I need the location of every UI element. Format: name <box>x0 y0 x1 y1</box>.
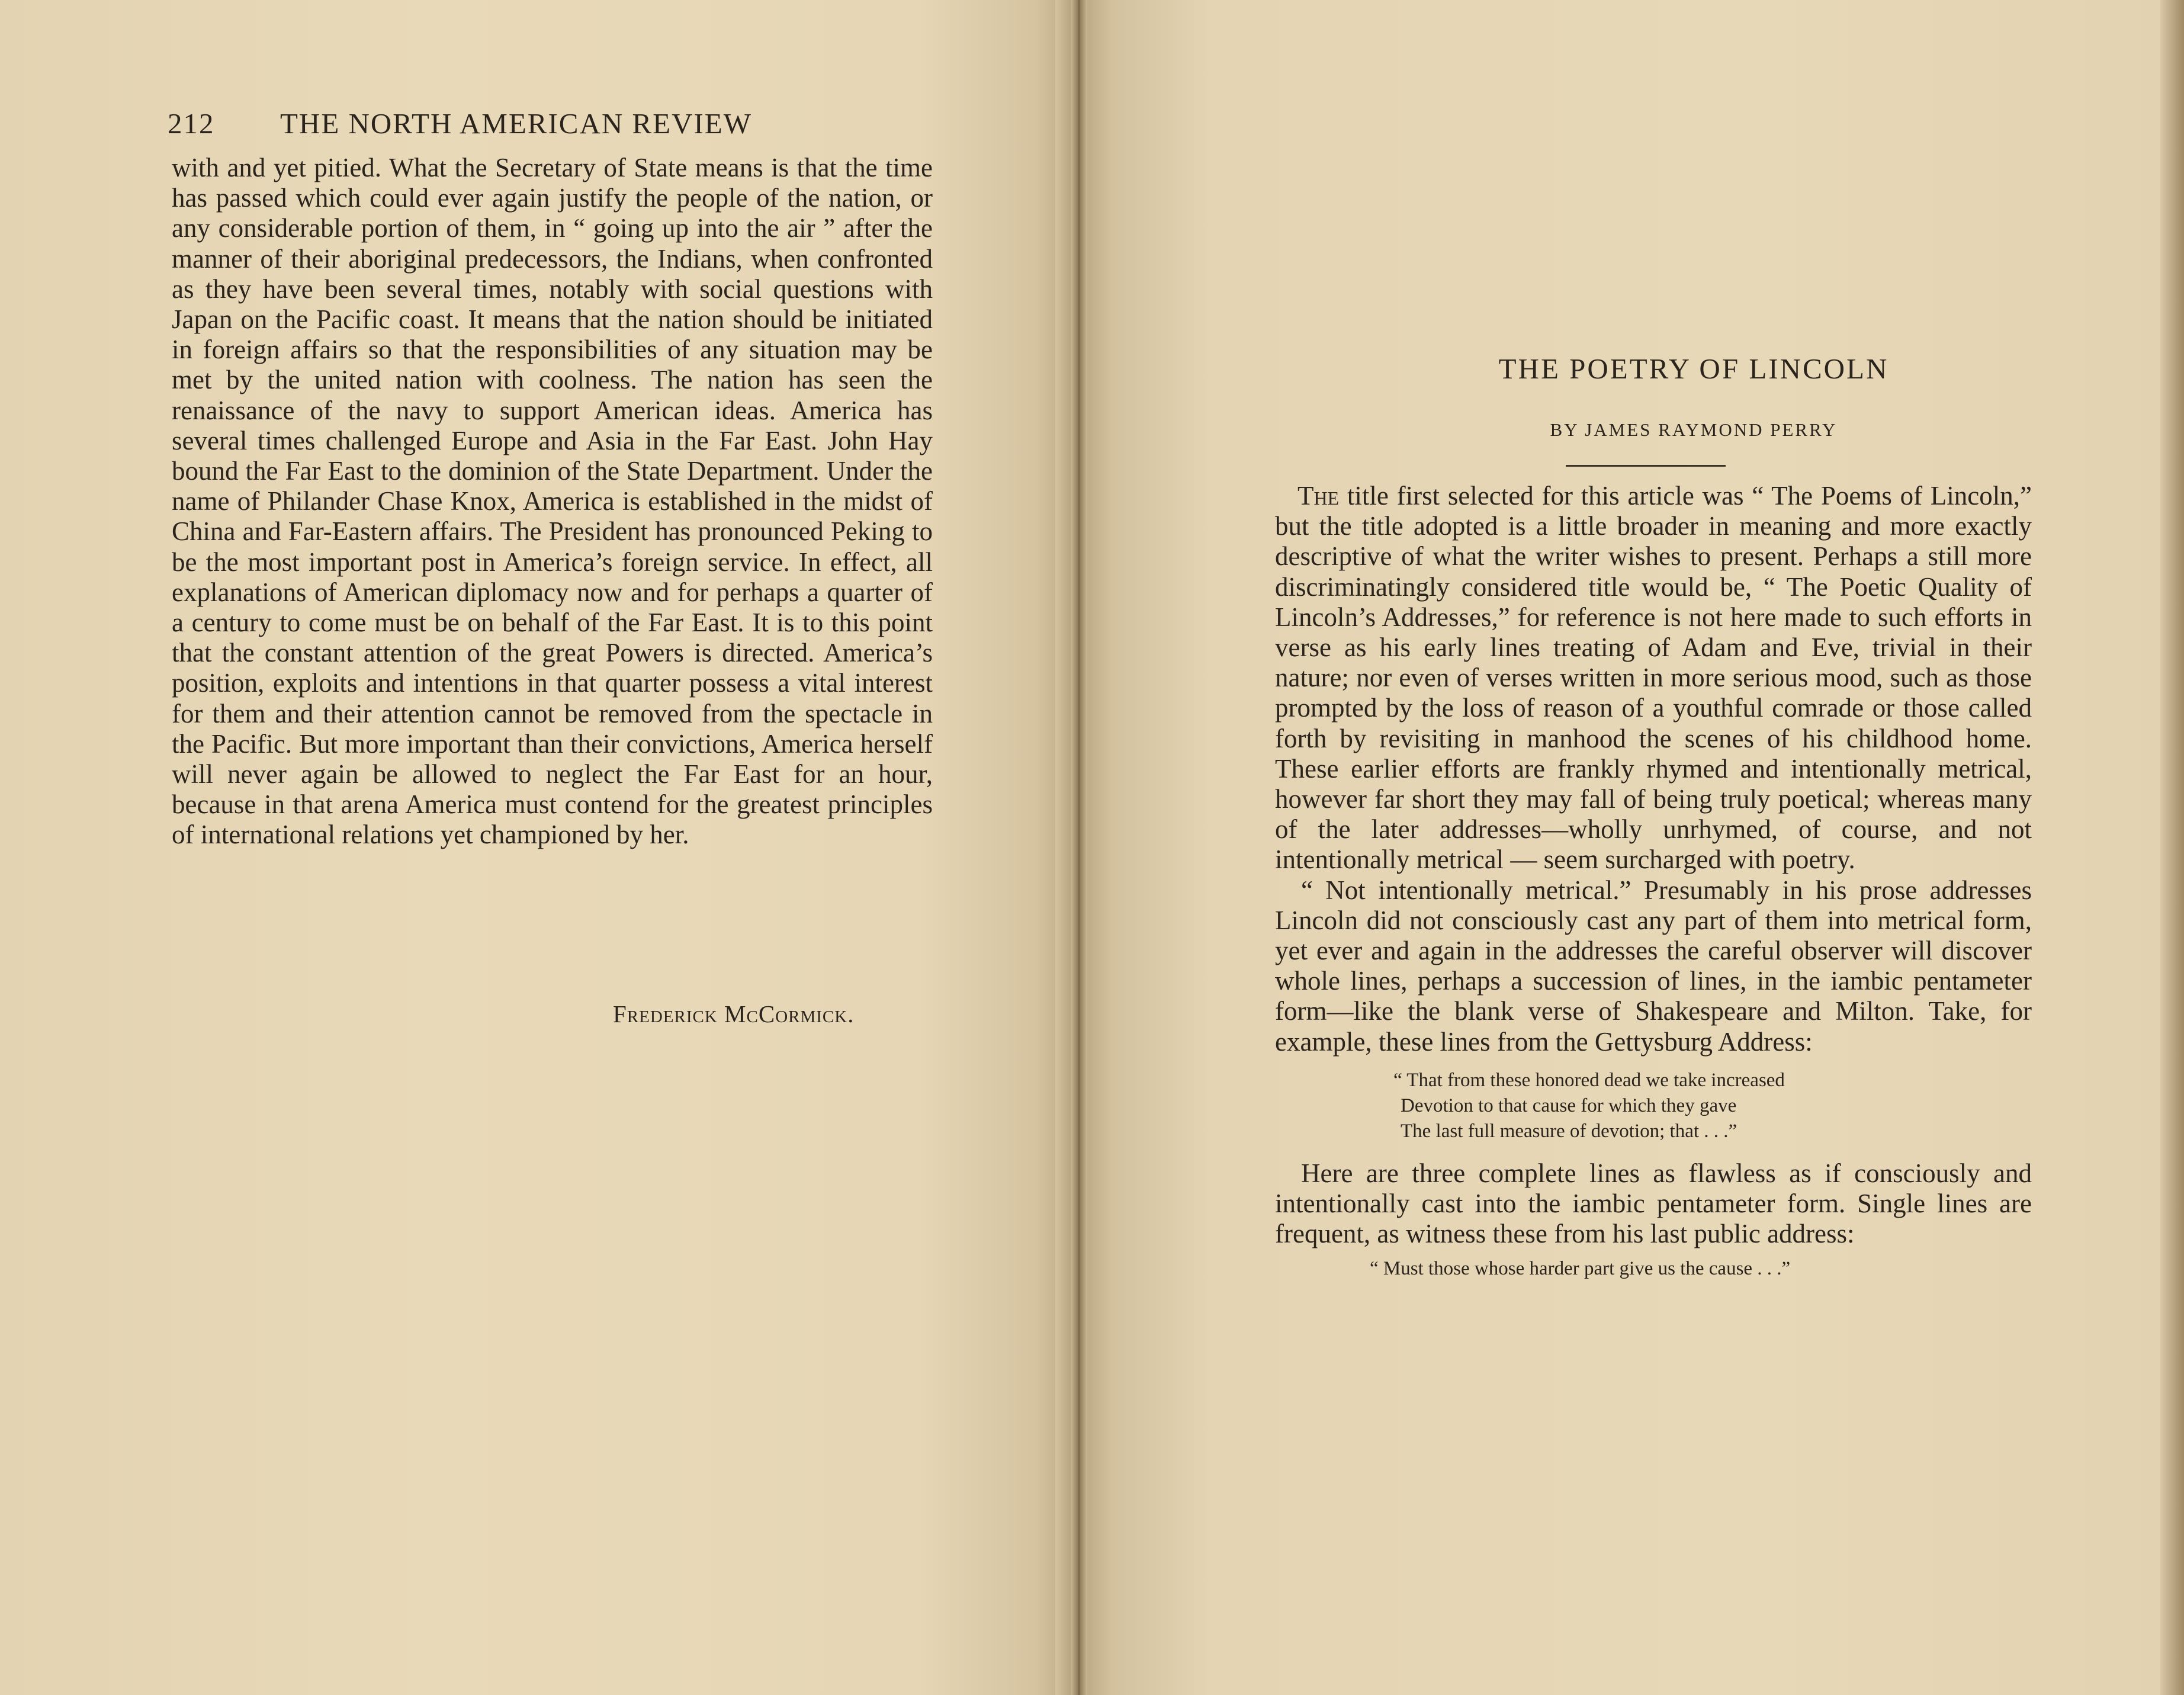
left-body-text: with and yet pitied. What the Secretary of State means is that the time has passed which could ever again justify the people of the nation, or any considerable portion of them, in “ going up into the air ” after the manner of their aboriginal predecessors, the Indians, when confronted as they have been several times, notably with social questions with Japan on the Pacific coast. It means that the nation should be initiated in foreign affairs so that the responsibilities of any situation may be met by the united nation with coolness. The nation has seen the renaissance of the navy to support American ideas. America has several times challenged Europe and Asia in the Far East. John Hay bound the Far East to the dominion of the State Department. Under the name of Philander Chase Knox, America is established in the midst of China and Far-Eastern affairs. The President has pronounced Peking to be the most important post in America’s foreign service. In effect, all explanations of American diplomacy now and for perhaps a quarter of a century to come must be on behalf of the Far East. It is to this point that the constant attention of the great Powers is directed. America’s position, exploits and intentions in that quarter possess a vital interest for them and their attention cannot be removed from the spectacle in the Pacific. But more important than their convictions, America herself will never again be allowed to neglect the Far East for an hour, because in that arena America must contend for the greatest principles of international relations yet championed by her. <box>172 153 933 850</box>
author-signature: Frederick McCormick. <box>613 1000 855 1028</box>
book-gutter <box>1071 0 1087 1695</box>
article-byline: BY JAMES RAYMOND PERRY <box>1550 419 1838 440</box>
paragraph-1-lead: The <box>1297 481 1340 511</box>
last-address-quote: “ Must those whose harder part give us the cause . . .” <box>1370 1258 1791 1280</box>
title-rule <box>1566 465 1726 467</box>
right-page-edge <box>2160 0 2184 1695</box>
poem-line-2: Devotion to that cause for which they gave <box>1401 1094 1737 1116</box>
paragraph-2: “ Not intentionally metrical.” Presumably in his prose addresses Lincoln did not consciously cast any part of them into metrical form, yet ever and again in the addresses the careful observer will discover whole lines, perhaps a succession of lines, in the iambic pentameter form—like the blank verse of Shakespeare and Milton. Take, for example, these lines from the Gettysburg Address: <box>1275 875 2032 1057</box>
article-title: THE POETRY OF LINCOLN <box>1498 352 1889 385</box>
journal-title: THE NORTH AMERICAN REVIEW <box>280 107 752 140</box>
paragraph-1-text: title first selected for this article was “ The Poems of Lincoln,” but the title adopted is a little broader in meaning and more exactly descriptive of what the writer wishes to present. Perhaps a still more discriminatingly considered title would be, “ The Poetic Quality of Lincoln’s Addresses,” for reference is not here made to such efforts in verse as his early lines treating of Adam and Eve, trivial in their nature; nor even of verses written in more serious mood, such as those prompted by the loss of reason of a youthful comrade or those called forth by revisiting in manhood the scenes of his childhood home. These earlier efforts are frankly rhymed and intentionally metrical, however far short they may fall of being truly poetical; whereas many of the later addresses—wholly unrhymed, of course, and not intentionally metrical — seem surcharged with poetry. <box>1275 481 2032 875</box>
paragraph-1 <box>1275 481 2032 875</box>
page-number: 212 <box>168 107 215 140</box>
poem-line-1: “ That from these honored dead we take increased <box>1393 1069 1785 1091</box>
poem-line-3: The last full measure of devotion; that . . .” <box>1401 1120 1737 1142</box>
paragraph-3: Here are three complete lines as flawless as if consciously and intentionally cast into the iambic pentameter form. Single lines are frequent, as witness these from his last public address: <box>1275 1158 2032 1249</box>
right-body-text <box>1275 481 2032 1282</box>
gettysburg-quote <box>1393 1068 2032 1144</box>
running-head <box>168 107 937 140</box>
